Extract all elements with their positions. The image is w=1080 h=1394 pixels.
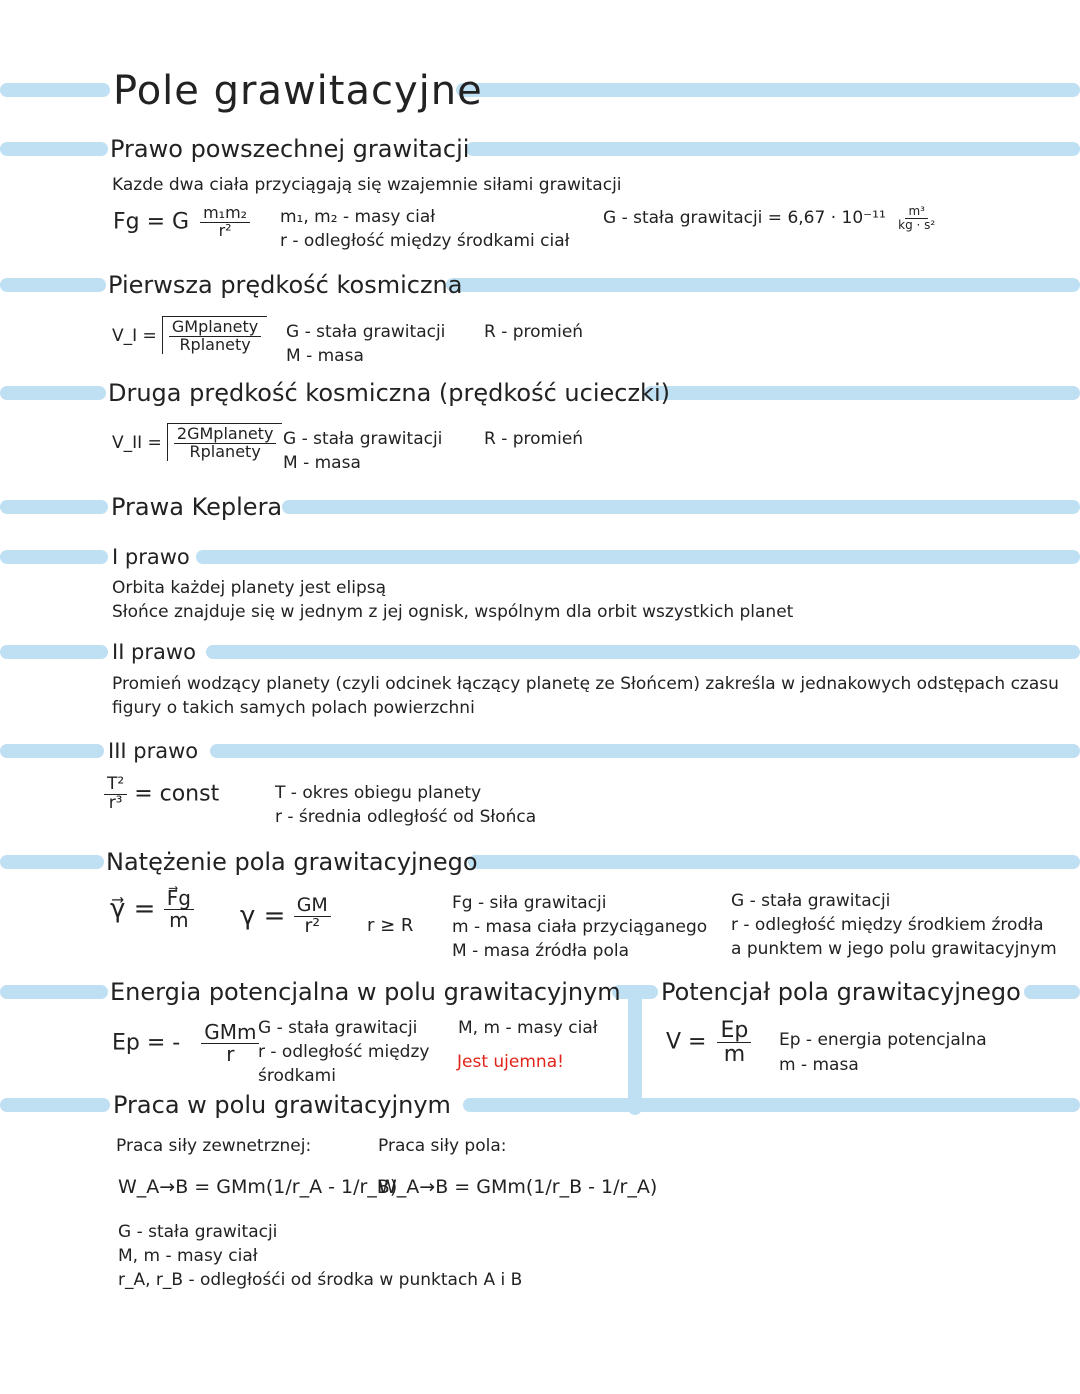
s1-heading: Prawo powszechnej grawitacji bbox=[110, 135, 470, 163]
s2-band-left bbox=[0, 278, 106, 292]
s3-num: 2GMplanety bbox=[174, 426, 277, 444]
law3-den: r³ bbox=[108, 792, 123, 813]
s2-num: GMplanety bbox=[169, 319, 261, 337]
s8-band-right bbox=[463, 1098, 1080, 1112]
s6-leg1: G - stała grawitacji bbox=[258, 1018, 418, 1038]
s1-num: m₁m₂ bbox=[200, 205, 250, 223]
s3-lhs: V_II = bbox=[112, 432, 162, 453]
s2-leg1: G - stała grawitacji bbox=[286, 322, 446, 342]
s8-field-label: Praca siły pola: bbox=[378, 1136, 507, 1156]
s6-leg2: r - odległość między bbox=[258, 1042, 430, 1062]
s2-band-right bbox=[446, 278, 1080, 292]
s8-eq2: W_A→B = GMm(1/r_B - 1/r_A) bbox=[378, 1176, 658, 1198]
s7-den: m bbox=[723, 1042, 746, 1068]
s3-band-right bbox=[644, 386, 1080, 400]
title-band-left bbox=[0, 83, 110, 97]
law3-title: III prawo bbox=[108, 739, 199, 763]
law3-leg1: T - okres obiegu planety bbox=[275, 783, 482, 803]
s8-leg3: r_A, r_B - odległośći od środka w punktach A i B bbox=[118, 1270, 523, 1290]
s5-leg1: Fg - siła grawitacji bbox=[452, 893, 607, 913]
s5-leg5: r - odległość między środkiem źrodła bbox=[731, 915, 1044, 935]
s5-eq2-num: GM bbox=[294, 896, 331, 917]
s8-leg1: G - stała grawitacji bbox=[118, 1222, 278, 1242]
s7-heading: Potencjał pola grawitacyjnego bbox=[661, 978, 1021, 1006]
law1-title: I prawo bbox=[112, 545, 190, 569]
s6-leg4: M, m - masy ciał bbox=[458, 1018, 598, 1038]
s2-formula bbox=[112, 316, 267, 354]
s7-formula bbox=[666, 1019, 751, 1066]
s3-heading: Druga prędkość kosmiczna (prędkość ucieczki) bbox=[108, 379, 670, 407]
s8-leg2: M, m - masy ciał bbox=[118, 1246, 258, 1266]
law3-band-left bbox=[0, 744, 104, 758]
s5-band-left bbox=[0, 855, 104, 869]
s1-text: Kazde dwa ciała przyciągają się wzajemnie siłami grawitacji bbox=[112, 175, 622, 195]
law1-band-left bbox=[0, 550, 108, 564]
law2-line1: Promień wodzący planety (czyli odcinek łączący planetę ze Słońcem) zakreśla w jednakowych odstępach czasu bbox=[112, 674, 1059, 694]
s5-leg2: m - masa ciała przyciąganego bbox=[452, 917, 708, 937]
s6-den: r bbox=[226, 1042, 235, 1066]
s5-leg3: M - masa źródła pola bbox=[452, 941, 629, 961]
s3-leg2: M - masa bbox=[283, 453, 361, 473]
law2-line2: figury o takich samych polach powierzchni bbox=[112, 698, 475, 718]
s5-eq2-lhs: γ = bbox=[240, 900, 286, 931]
s5-eq1 bbox=[110, 888, 194, 931]
s8-eq1: W_A→B = GMm(1/r_A - 1/r_B) bbox=[118, 1176, 398, 1198]
s2-leg2: M - masa bbox=[286, 346, 364, 366]
law1-line1: Orbita każdej planety jest elipsą bbox=[112, 578, 387, 598]
s4-band-left bbox=[0, 500, 108, 514]
s6-note: Jest ujemna! bbox=[457, 1052, 564, 1072]
law2-band-right bbox=[206, 645, 1080, 659]
s5-eq2 bbox=[240, 896, 331, 937]
s5-eq2-den: r² bbox=[304, 914, 320, 937]
s6-heading: Energia potencjalna w polu grawitacyjnym bbox=[110, 978, 621, 1006]
s7-leg2: m - masa bbox=[779, 1055, 859, 1075]
s7-leg1: Ep - energia potencjalna bbox=[779, 1030, 987, 1050]
s1-formula bbox=[113, 205, 250, 240]
s6-band-left bbox=[0, 985, 108, 999]
law3-formula bbox=[104, 776, 219, 813]
s3-formula bbox=[112, 423, 282, 461]
s2-leg3: R - promień bbox=[484, 322, 584, 342]
s1-leg2: r - odległość między środkami ciał bbox=[280, 231, 570, 251]
s6-formula bbox=[112, 1022, 259, 1065]
s1-band-left bbox=[0, 142, 108, 156]
s8-ext-label: Praca siły zewnetrznej: bbox=[116, 1136, 312, 1156]
law1-line2: Słońce znajduje się w jednym z jej ognisk, wspólnym dla orbit wszystkich planet bbox=[112, 602, 794, 622]
s6-num: GMm bbox=[201, 1022, 259, 1044]
s6-lhs: Ep = - bbox=[112, 1030, 181, 1056]
s4-heading: Prawa Keplera bbox=[111, 493, 283, 521]
s6-leg3: środkami bbox=[258, 1066, 336, 1086]
s2-lhs: V_I = bbox=[112, 325, 157, 346]
s1-leg3 bbox=[603, 205, 938, 231]
title-band-right bbox=[456, 83, 1080, 97]
law1-band-right bbox=[196, 550, 1080, 564]
s4-band-right bbox=[282, 500, 1080, 514]
s3-band-left bbox=[0, 386, 106, 400]
law3-rhs: = const bbox=[134, 781, 220, 807]
s5-leg4: G - stała grawitacji bbox=[731, 891, 891, 911]
s5-eq1-lhs: γ⃗ = bbox=[110, 894, 156, 924]
s2-den: Rplanety bbox=[179, 334, 251, 354]
law2-title: II prawo bbox=[112, 640, 196, 664]
s8-band-left bbox=[0, 1098, 110, 1112]
s7-lhs: V = bbox=[666, 1029, 707, 1055]
divider-vertical bbox=[628, 985, 642, 1115]
s8-heading: Praca w polu grawitacyjnym bbox=[113, 1091, 451, 1119]
s1-unit-num: m³ bbox=[905, 205, 928, 219]
s5-heading: Natężenie pola grawitacyjnego bbox=[106, 848, 478, 876]
s3-leg1: G - stała grawitacji bbox=[283, 429, 443, 449]
s3-leg3: R - promień bbox=[484, 429, 584, 449]
s5-band-right bbox=[468, 855, 1080, 869]
s5-leg6: a punktem w jego polu grawitacyjnym bbox=[731, 939, 1057, 959]
s1-band-right bbox=[466, 142, 1080, 156]
s7-band-right bbox=[1024, 985, 1080, 999]
s1-leg1: m₁, m₂ - masy ciał bbox=[280, 207, 436, 227]
law3-num: T² bbox=[104, 776, 127, 795]
s1-leg3-text: G - stała grawitacji = 6,67 · 10⁻¹¹ bbox=[603, 208, 886, 229]
page-title: Pole grawitacyjne bbox=[113, 68, 483, 114]
s5-eq1-num: F⃗g bbox=[164, 888, 194, 910]
s1-lhs: Fg = G bbox=[113, 209, 190, 235]
law3-band-right bbox=[210, 744, 1080, 758]
s2-heading: Pierwsza prędkość kosmiczna bbox=[108, 271, 463, 299]
s5-eq1-den: m bbox=[169, 908, 189, 932]
s1-den: r² bbox=[218, 220, 232, 240]
law3-leg2: r - średnia odległość od Słońca bbox=[275, 807, 537, 827]
s1-unit-den: kg · s² bbox=[898, 217, 936, 232]
s5-cond: r ≥ R bbox=[367, 915, 414, 936]
law2-band-left bbox=[0, 645, 108, 659]
s7-num: Ep bbox=[717, 1019, 751, 1043]
s3-den: Rplanety bbox=[189, 441, 261, 461]
